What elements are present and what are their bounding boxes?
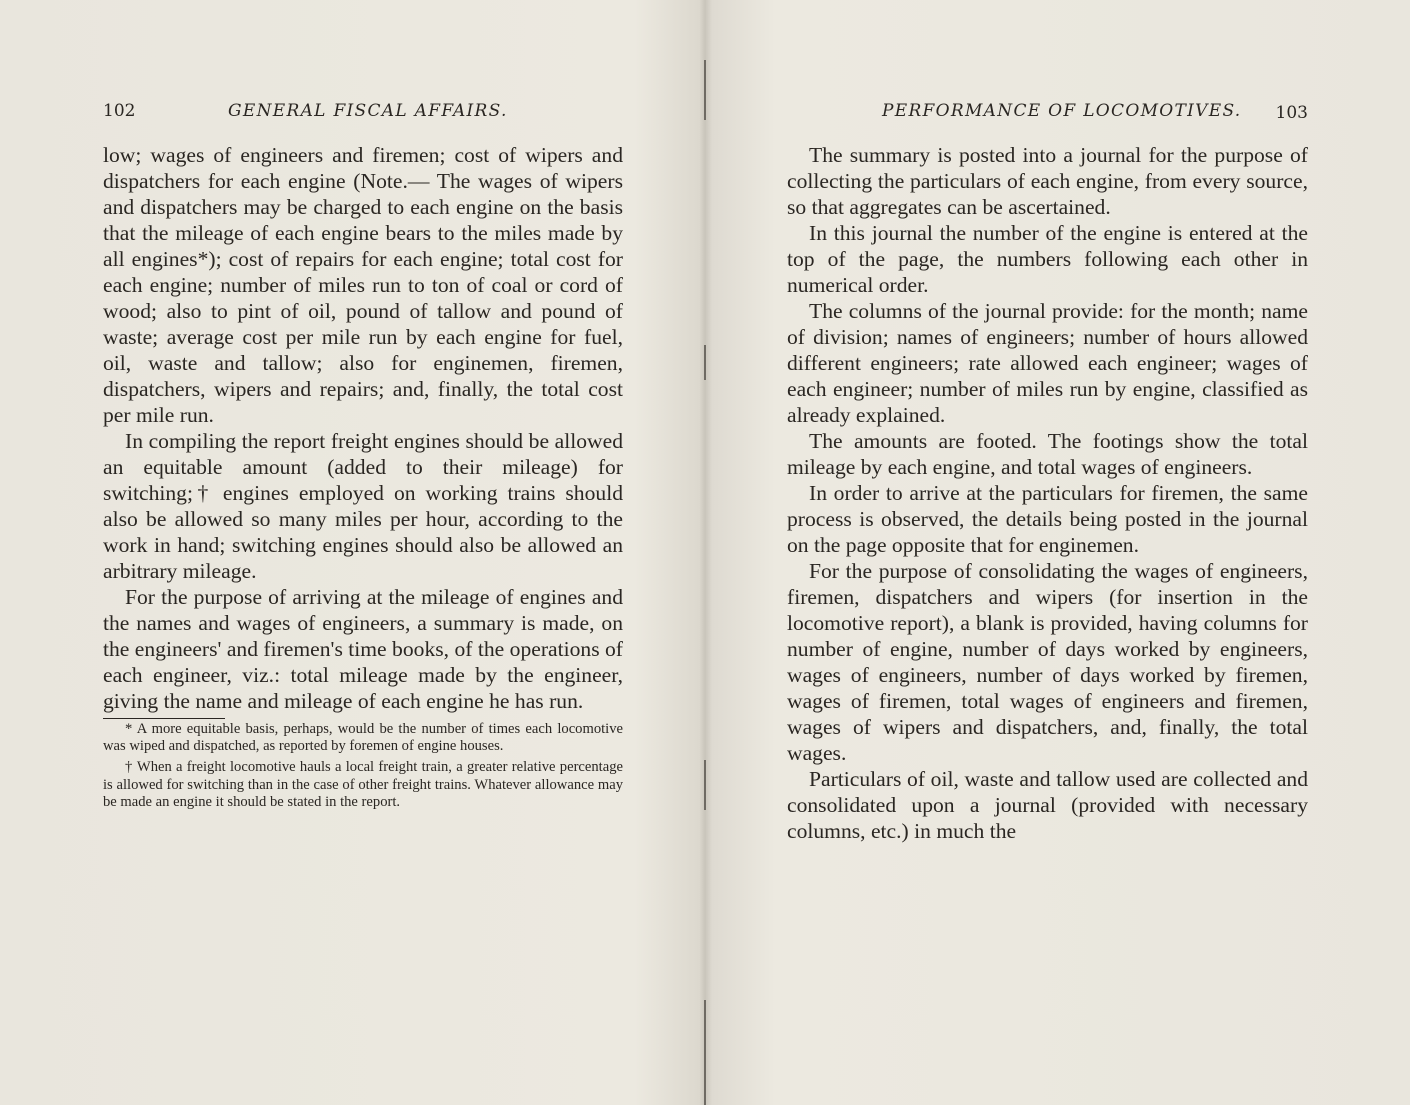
right-running-head [787,96,1308,126]
paragraph: In order to arrive at the particulars for firemen, the same process is observed, the details being posted in the journal on the page opposite that for enginemen. [787,481,1308,557]
paragraph: The amounts are footed. The footings show the total mileage by each engine, and total wages of engineers. [787,429,1308,479]
paragraph: The columns of the journal provide: for the month; name of division; names of engineers; number of hours allowed different engineers; rate allowed each engineer; wages of each engineer; number of miles run by engine, classified as already explained. [787,299,1308,427]
gutter-shadow [704,1000,706,1105]
paragraph: For the purpose of arriving at the mileage of engines and the names and wages of engineers, a summary is made, on the engineers' and firemen's time books, of the operations of each engineer, viz.: total mileage made by the engineer, giving the name and mileage of each engine he has run. [103,585,623,713]
left-running-title: GENERAL FISCAL AFFAIRS. [228,101,508,121]
paragraph: For the purpose of consolidating the wages of engineers, firemen, dispatchers and wipers (for insertion in the locomotive report), a blank is provided, having columns for number of engine, number of days worked by engineers, wages of engineers, number of days worked by firemen, wages of firemen, total wages of engineers and firemen, wages of wipers and dispatchers, and, finally, the total wages. [787,559,1308,765]
paragraph: low; wages of engineers and firemen; cost of wipers and dispatchers for each engine (Note.— The wages of wipers and dispatchers may be charged to each engine on the basis that the mileage of each engine bears to the miles made by all engines*); cost of repairs for each engine; total cost for each engine; number of miles run to ton of coal or cord of wood; also to pint of oil, pound of tallow and pound of waste; average cost per mile run by each engine for fuel, oil, waste and tallow; also for enginemen, firemen, dispatchers, wipers and repairs; and, finally, the total cost per mile run. [103,143,623,427]
gutter-shadow [704,760,706,810]
gutter-shadow [704,60,706,120]
left-page [103,96,623,815]
left-running-head [103,96,623,126]
paragraph: In compiling the report freight engines should be allowed an equitable amount (added to their mileage) for switching;† engines employed on working trains should also be allowed so many miles per hour, according to the work in hand; switching engines should also be allowed an arbitrary mileage. [103,429,623,583]
right-body-text [787,142,1308,844]
right-page-number: 103 [1275,103,1308,123]
right-page [787,96,1308,844]
paragraph: In this journal the number of the engine is entered at the top of the page, the numbers following each other in numerical order. [787,221,1308,297]
footnote-rule [103,718,225,719]
paragraph: The summary is posted into a journal for the purpose of collecting the particulars of each engine, from every source, so that aggregates can be ascertained. [787,143,1308,219]
footnote: * A more equitable basis, perhaps, would be the number of times each locomotive was wiped and dispatched, as reported by foremen of engine houses. [103,721,623,755]
paragraph: Particulars of oil, waste and tallow used are collected and consolidated upon a journal (provided with necessary columns, etc.) in much the [787,767,1308,843]
left-body-text [103,142,623,714]
gutter-shadow [704,345,706,380]
left-page-number: 102 [103,101,136,121]
footnotes [103,721,623,811]
right-running-title: PERFORMANCE OF LOCOMOTIVES. [882,101,1242,121]
footnote: † When a freight locomotive hauls a local freight train, a greater relative percentage is allowed for switching than in the case of other freight trains. Whatever allowance may be made an engine it should be stated in the report. [103,759,623,810]
